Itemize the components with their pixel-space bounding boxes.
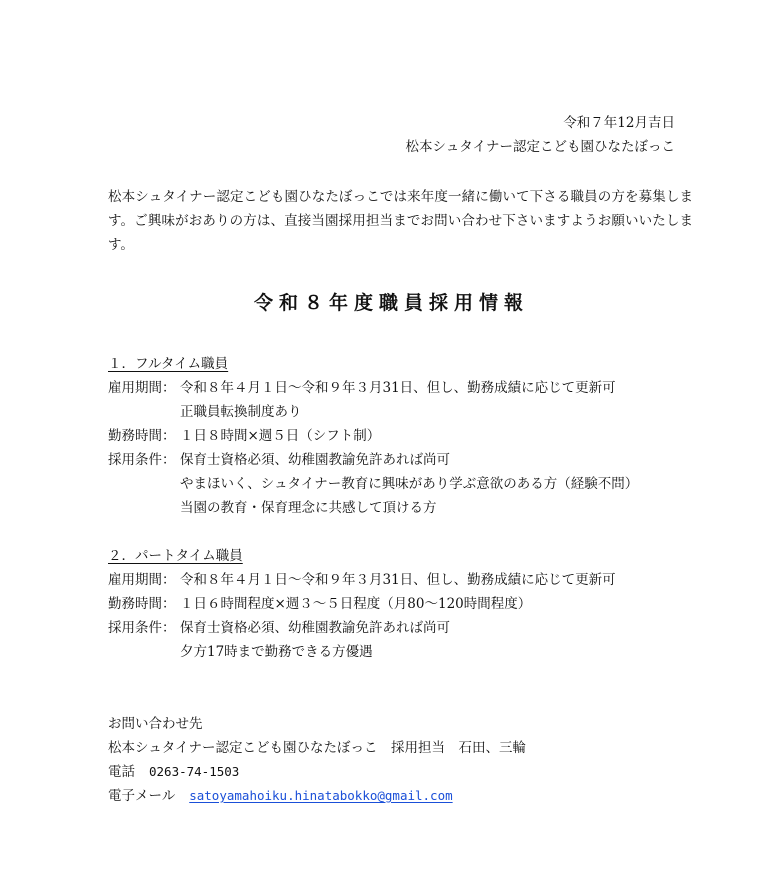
field-value-continued: 正職員転換制度あり <box>180 404 302 420</box>
field-value-continued: 夕方17時まで勤務できる方優遇 <box>180 644 373 660</box>
field-row-working-hours <box>108 592 708 616</box>
contact-heading: お問い合わせ先 <box>108 716 203 732</box>
section-fulltime <box>108 352 708 520</box>
field-label: 勤務時間： <box>108 596 176 612</box>
field-row-working-hours <box>108 424 708 448</box>
phone-number: 0263-74-1503 <box>149 764 240 779</box>
contact-person-line: 松本シュタイナー認定こども園ひなたぼっこ 採用担当 石田、三輪 <box>108 740 526 756</box>
field-value: １日８時間×週５日（シフト制） <box>180 428 381 444</box>
field-row-requirements <box>108 448 708 472</box>
contact-phone-line <box>108 760 708 784</box>
field-value: 令和８年４月１日～令和９年３月31日、但し、勤務成績に応じて更新可 <box>180 380 616 396</box>
field-row-employment-period <box>108 376 708 400</box>
field-value: 保育士資格必須、幼稚園教諭免許あれば尚可 <box>180 452 450 468</box>
field-label: 雇用期間： <box>108 380 176 396</box>
section-parttime <box>108 544 708 664</box>
intro-paragraph: 松本シュタイナー認定こども園ひなたぼっこでは来年度一緒に働いて下さる職員の方を募集します。ご興味がおありの方は、直接当園採用担当までお問い合わせ下さいますようお願いいたします。 <box>108 189 693 253</box>
email-link[interactable]: satoyamahoiku.hinatabokko@gmail.com <box>189 788 453 803</box>
field-value-continued: 当園の教育・保育理念に共感して頂ける方 <box>180 500 437 516</box>
contact-block <box>108 712 708 808</box>
contact-email-line <box>108 784 708 808</box>
field-label: 雇用期間： <box>108 572 176 588</box>
field-row-requirements <box>108 616 708 640</box>
section-heading: １．フルタイム職員 <box>108 356 229 372</box>
field-label: 採用条件： <box>108 620 176 636</box>
field-row-employment-period <box>108 568 708 592</box>
field-value: 令和８年４月１日～令和９年３月31日、但し、勤務成績に応じて更新可 <box>180 572 616 588</box>
email-label: 電子メール <box>108 788 176 804</box>
sender-organization: 松本シュタイナー認定こども園ひなたぼっこ <box>405 139 675 155</box>
issue-date: 令和７年12月吉日 <box>563 115 675 131</box>
document-title: 令和８年度職員採用情報 <box>253 292 529 314</box>
phone-label: 電話 <box>108 764 135 780</box>
field-value: １日６時間程度×週３～５日程度（月80～120時間程度） <box>180 596 532 612</box>
field-value-continued: やまほいく、シュタイナー教育に興味があり学ぶ意欲のある方（経験不問） <box>180 476 639 492</box>
section-heading: ２．パートタイム職員 <box>108 548 243 564</box>
field-label: 採用条件： <box>108 452 176 468</box>
field-value: 保育士資格必須、幼稚園教諭免許あれば尚可 <box>180 620 450 636</box>
field-label: 勤務時間： <box>108 428 176 444</box>
